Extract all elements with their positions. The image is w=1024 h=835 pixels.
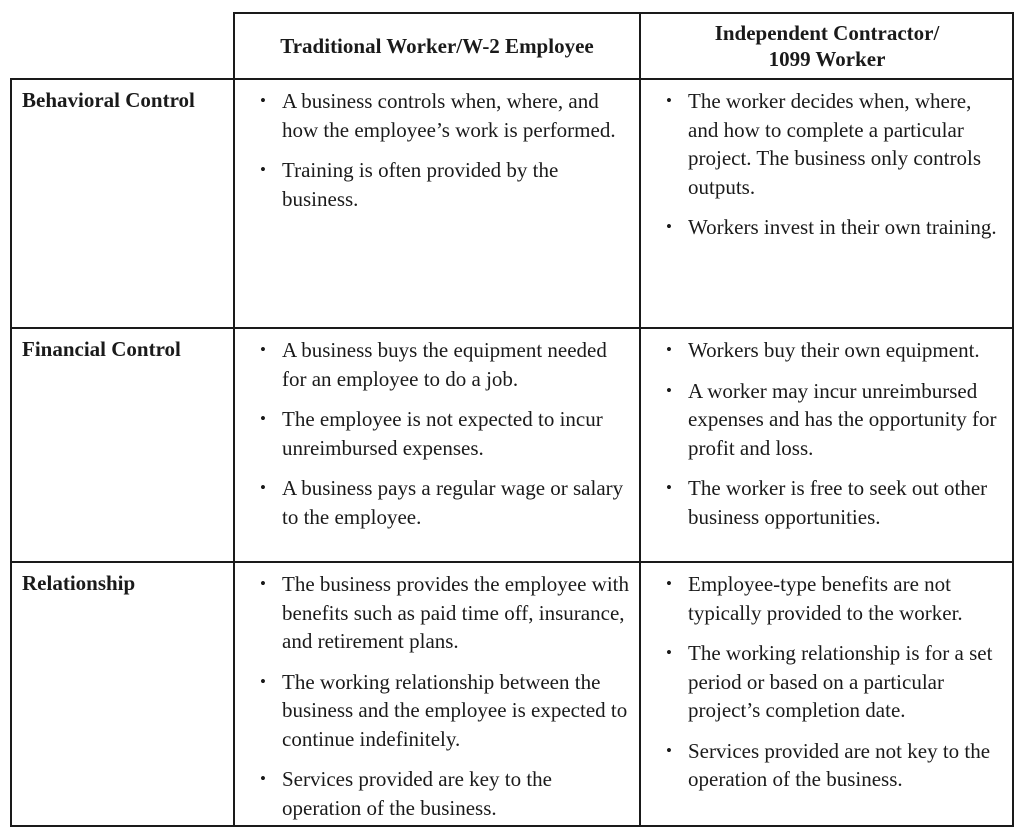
list-item: • The working relationship between the business and the employee is expected to continue indefinitely.: [234, 668, 630, 754]
relationship-traditional-cell: [234, 562, 640, 827]
list-item: • The worker decides when, where, and how to complete a particular project. The business only controls outputs.: [640, 87, 1004, 201]
list-item: • Services provided are not key to the operation of the business.: [640, 737, 1004, 794]
list-item: • Training is often provided by the business.: [234, 156, 630, 213]
relationship-contractor-cell: [640, 562, 1014, 827]
behavioral-traditional-cell: [234, 79, 640, 328]
list-item: • A business controls when, where, and how the employee’s work is performed.: [234, 87, 630, 144]
list-item: • The business provides the employee with benefits such as paid time off, insurance, and retirement plans.: [234, 570, 630, 656]
grid-line-col2: [639, 12, 641, 827]
grid-line-top: [234, 12, 1014, 14]
header-contractor-line1: Independent Contractor/: [714, 20, 940, 45]
financial-contractor-cell: [640, 328, 1014, 562]
grid-line-header-bottom: [10, 78, 1014, 80]
header-contractor-line2: 1099 Worker: [768, 46, 886, 71]
row-label-behavioral-control: Behavioral Control: [22, 88, 195, 112]
grid-line-bottom: [10, 825, 1014, 827]
header-traditional-label: Traditional Worker/W-2 Employee: [280, 33, 594, 58]
grid-line-left: [10, 78, 12, 827]
list-item: • A business pays a regular wage or salary to the employee.: [234, 474, 630, 531]
list-item: • Workers buy their own equipment.: [640, 336, 1004, 365]
row-label-financial-control: Financial Control: [22, 337, 181, 361]
header-traditional-worker: [234, 12, 640, 79]
financial-traditional-cell: [234, 328, 640, 562]
comparison-table: [10, 12, 1014, 827]
list-item: • Services provided are key to the operation of the business.: [234, 765, 630, 822]
grid-line-col1: [233, 12, 235, 827]
list-item: • A worker may incur unreimbursed expenses and has the opportunity for profit and loss.: [640, 377, 1004, 463]
grid-line-row2-bottom: [10, 561, 1014, 563]
list-item: • Employee-type benefits are not typically provided to the worker.: [640, 570, 1004, 627]
list-item: • Workers invest in their own training.: [640, 213, 1004, 242]
grid-line-right: [1012, 12, 1014, 827]
list-item: • The working relationship is for a set period or based on a particular project’s completion date.: [640, 639, 1004, 725]
grid-line-row1-bottom: [10, 327, 1014, 329]
list-item: • The employee is not expected to incur unreimbursed expenses.: [234, 405, 630, 462]
header-independent-contractor: [640, 12, 1014, 79]
list-item: • The worker is free to seek out other business opportunities.: [640, 474, 1004, 531]
behavioral-contractor-cell: [640, 79, 1014, 328]
list-item: • A business buys the equipment needed for an employee to do a job.: [234, 336, 630, 393]
row-label-relationship: Relationship: [22, 571, 136, 595]
